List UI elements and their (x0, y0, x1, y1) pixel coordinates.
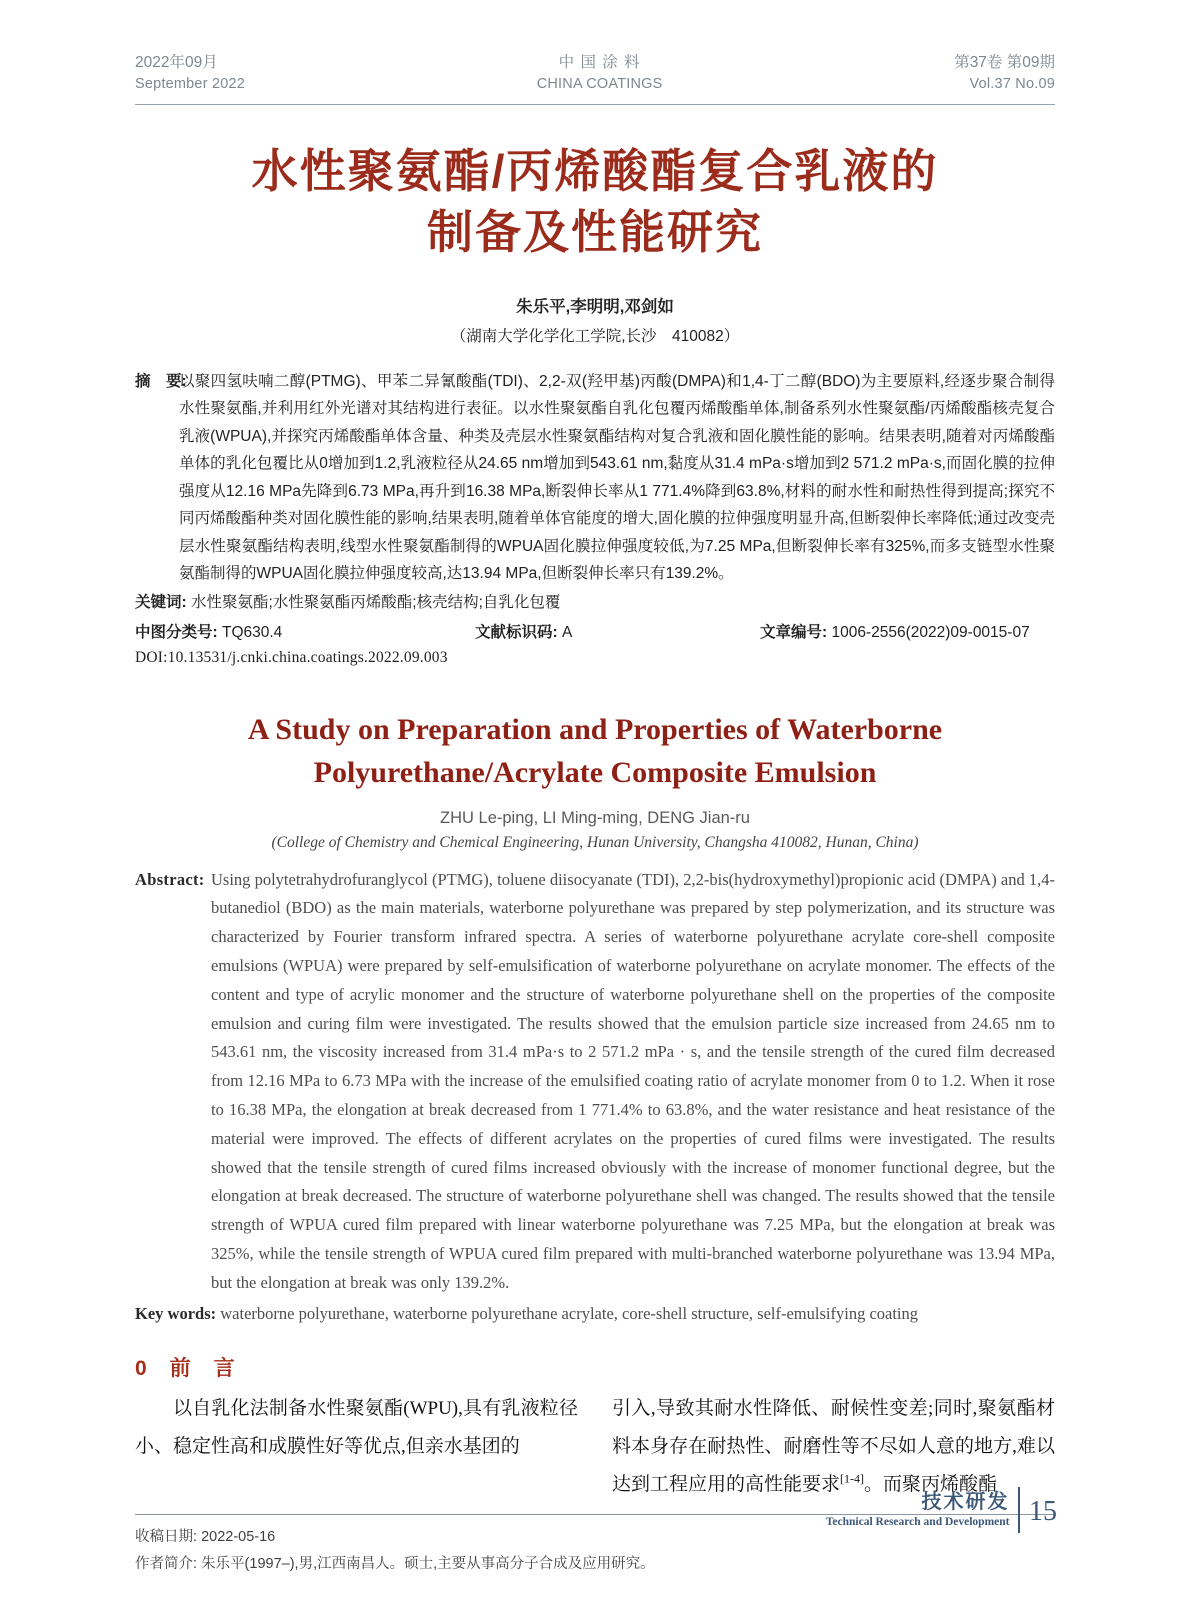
authors-cn: 朱乐平,李明明,邓剑如 (516, 297, 674, 316)
issue-date-cn: 2022年09月 (135, 54, 218, 71)
page-footer (826, 1487, 1057, 1533)
author-bio-label: 作者简介: (135, 1556, 198, 1573)
received-date-value: 2022-05-16 (201, 1529, 276, 1546)
intro-left-paragraph: 以自乳化法制备水性聚氨酯(WPU),具有乳液粒径小、稳定性高和成膜性好等优点,但亲水基团的 (135, 1398, 578, 1458)
intro-heading: 0 前 言 (135, 1357, 236, 1381)
header-journal-name (537, 52, 663, 95)
keywords-en (135, 1300, 1055, 1329)
article-id-value: 1006-2556(2022)09-0015-07 (831, 624, 1030, 642)
journal-header (135, 52, 1055, 105)
article-id-label: 文章编号: (760, 624, 828, 642)
citation-marker: [1-4] (840, 1472, 865, 1487)
footer-divider-bar (1018, 1487, 1021, 1533)
keywords-cn-text: 水性聚氨酯;水性聚氨酯丙烯酸酯;核壳结构;自乳化包覆 (190, 593, 561, 611)
paper-title-en-line2: Polyurethane/Acrylate Composite Emulsion (313, 756, 877, 790)
abstract-en-label: Abstract: (135, 869, 205, 889)
paper-title-cn-line2: 制备及性能研究 (427, 206, 763, 259)
introduction-section (135, 1354, 1055, 1504)
page-number: 15 (1029, 1496, 1057, 1527)
document-code (475, 619, 760, 646)
abstract-cn-label: 摘 要: (135, 372, 187, 390)
issue-date-en: September 2022 (135, 76, 246, 93)
keywords-en-text: waterborne polyurethane, waterborne polyurethane acrylate, core-shell structure, self-emulsifying coating (220, 1303, 919, 1323)
volume-issue-cn: 第37卷 第09期 (954, 54, 1055, 71)
clc-label: 中图分类号: (135, 624, 218, 642)
keywords-en-label: Key words: (135, 1303, 217, 1323)
clc-number (135, 619, 475, 646)
classification-row (135, 619, 1055, 646)
intro-right-text: 引入,导致其耐水性降低、耐候性变差;同时,聚氨酯材料本身存在耐热性、耐磨性等不尽如人意的地方,难以达到工程应用的高性能要求 (612, 1398, 1055, 1496)
author-bio-value: 朱乐平(1997–),男,江西南昌人。硕士,主要从事高分子合成及应用研究。 (201, 1556, 655, 1573)
footer-section-en: Technical Research and Development (825, 1516, 1010, 1528)
abstract-en (135, 866, 1055, 1298)
paper-title-cn (135, 141, 1055, 262)
keywords-cn-label: 关键词: (135, 593, 187, 611)
footer-section-cn: 技术研发 (921, 1491, 1010, 1513)
abstract-cn (135, 368, 1055, 588)
volume-issue-en: Vol.37 No.09 (969, 76, 1055, 93)
abstract-cn-text: 以聚四氢呋喃二醇(PTMG)、甲苯二异氰酸酯(TDI)、2,2-双(羟甲基)丙酸(DMPA)和1,4-丁二醇(BDO)为主要原料,经逐步聚合制得水性聚氨酯,并利用红外光谱对其结构进行表征。以水性聚氨酯自乳化包覆丙烯酸酯单体,制备系列水性聚氨酯/丙烯酸酯核壳复合乳液(WPUA),并探究丙烯酸酯单体含量、种类及壳层水性聚氨酯结构对复合乳液和固化膜性能的影响。结果表明,随着对丙烯酸酯单体的乳化包覆比从0增加到1.2,乳液粒径从24.65 nm增加到543.61 nm,黏度从31.4 mPa·s增加到2 571.2 mPa·s,而固化膜的拉伸强度从12.16 MPa先降到6.73 MPa,再升到16.38 MPa,断裂伸长率从1 771.4%降到63.8%,材料的耐水性和耐热性得到提高;探究不同丙烯酸酯种类对固化膜性能的影响,结果表明,随着单体官能度的增大,固化膜的拉伸强度明显升高,但断裂伸长率降低;通过改变壳层水性聚氨酯结构表明,线型水性聚氨酯制得的WPUA固化膜拉伸强度较低,为7.25 MPa,但断裂伸长率有325%,而多支链型水性聚氨酯制得的WPUA固化膜拉伸强度较高,达13.94 MPa,但断裂伸长率只有139.2%。 (179, 372, 1055, 583)
document-code-value: A (561, 624, 573, 642)
header-issue-date (135, 52, 245, 95)
affiliation-en: (College of Chemistry and Chemical Engineering, Hunan University, Changsha 410082, Hunan, China) (271, 833, 919, 851)
paper-title-en-line1: A Study on Preparation and Properties of Waterborne (247, 713, 943, 747)
intro-left-column (135, 1354, 578, 1504)
journal-name-en: CHINA COATINGS (536, 76, 663, 93)
intro-right-column (612, 1354, 1055, 1504)
header-volume-issue (954, 52, 1055, 95)
doi: DOI:10.13531/j.cnki.china.coatings.2022.09.003 (135, 649, 448, 667)
document-code-label: 文献标识码: (475, 624, 558, 642)
author-bio-line (135, 1551, 1055, 1578)
footer-section-labels (826, 1490, 1010, 1530)
journal-name-cn: 中 国 涂 料 (558, 54, 641, 71)
paper-title-cn-line1: 水性聚氨酯/丙烯酸酯复合乳液的 (251, 145, 939, 198)
received-date-label: 收稿日期: (135, 1529, 198, 1546)
clc-value: TQ630.4 (221, 624, 283, 642)
keywords-cn (135, 589, 1055, 617)
intro-right-text-after: 。而聚丙烯酸酯 (864, 1474, 998, 1496)
affiliation-cn: （湖南大学化学化工学院,长沙 410082） (450, 327, 740, 345)
paper-title-en (135, 709, 1055, 794)
article-id (760, 619, 1030, 646)
abstract-en-text: Using polytetrahydrofuranglycol (PTMG), toluene diisocyanate (TDI), 2,2-bis(hydroxymethyl)propionic acid (DMPA) and 1,4-butanediol (BDO) as the main materials, waterborne polyurethane was prepared by step polymerization, and its structure was characterized by Fourier transform infrared spectra. A series of waterborne polyurethane acrylate core-shell composite emulsions (WPUA) were prepared by self-emulsification of waterborne polyurethane on acrylate monomer. The effects of the content and type of acrylic monomer and the structure of waterborne polyurethane shell on the properties of the composite emulsion and curing film were investigated. The results showed that the emulsion particle size increased from 24.65 nm to 543.61 nm, the viscosity increased from 31.4 mPa·s to 2 571.2 mPa · s, and the tensile strength of the cured film decreased from 12.16 MPa to 6.73 MPa with the increase of the emulsified coating ratio of acrylate monomer from 0 to 1.2. When it rose to 16.38 MPa, the elongation at break decreased from 1 771.4% to 63.8%, and the water resistance and heat resistance of the material were improved. The effects of different acrylates on the properties of cured films were investigated. The results showed that the tensile strength of cured films increased obviously with the increase of monomer functional degree, but the elongation at break decreased. The structure of waterborne polyurethane shell was changed. The results showed that the tensile strength of WPUA cured film prepared with linear waterborne polyurethane was 7.25 MPa, but the elongation at break was 325%, while the tensile strength of WPUA cured film prepared with multi-branched waterborne polyurethane was 13.94 MPa, but the elongation at break was only 139.2%. (211, 869, 1055, 1292)
authors-en: ZHU Le-ping, LI Ming-ming, DENG Jian-ru (440, 808, 750, 827)
